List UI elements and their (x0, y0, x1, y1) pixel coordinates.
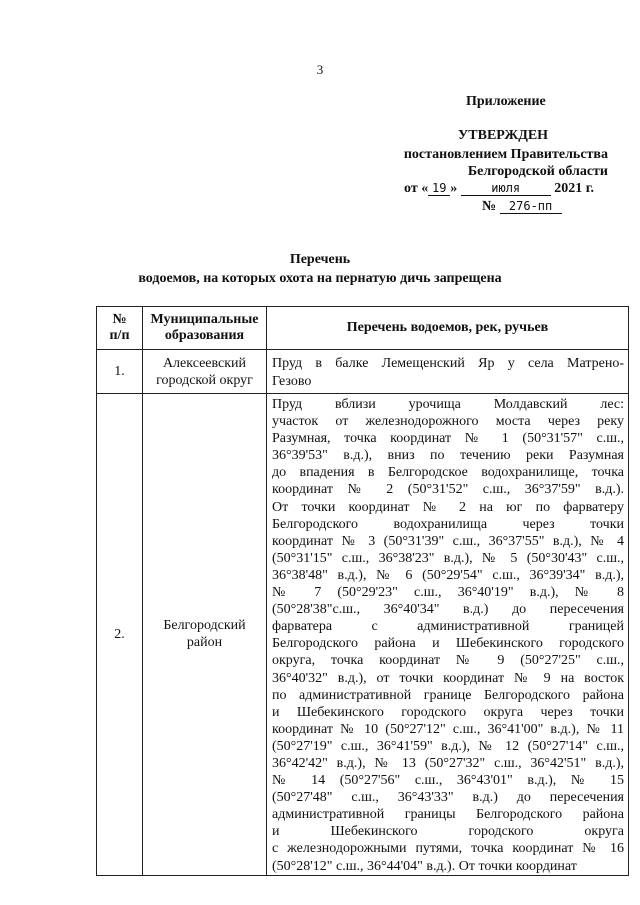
waterbodies-table (96, 306, 629, 876)
description-line: координат № 10 (50°27'12" с.ш., 36°41'00" в.д.), № 11 (272, 721, 624, 737)
description-line: От точки координат № 2 на юг по фарватеру (272, 499, 624, 515)
row-municipality (143, 350, 267, 394)
description-line: 36°40'32" в.д.), от точки координат № 9 на восток (272, 670, 624, 686)
row-number: 1. (97, 350, 143, 394)
date-quote-close: » (450, 181, 458, 196)
description-line: Белгородского водохранилища через точки (272, 516, 624, 532)
appendix-label: Приложение (466, 94, 546, 109)
decree-number (482, 199, 562, 215)
municipality-line-1: Белгородский (163, 618, 246, 634)
table-row (97, 350, 629, 394)
description-line: № 7 (50°29'23" с.ш., 36°40'19" в.д.), № 8 (272, 585, 624, 601)
description-line: участок от железнодорожного моста через реку (272, 414, 624, 430)
description-line: до впадения в Белгородское водохранилище, точка (272, 465, 624, 481)
row-description (267, 350, 629, 394)
date-day: 19 (428, 181, 450, 196)
description-line: № 14 (50°27'56" с.ш., 36°43'01" в.д.), № 15 (272, 773, 624, 789)
row-number: 2. (97, 394, 143, 876)
description-line: (50°27'48" с.ш., 36°43'33" в.д.) до пересечения (272, 790, 624, 806)
date-month: июля (461, 181, 551, 196)
decree-line-1: постановлением Правительства (403, 147, 608, 162)
description-line: (50°31'15" с.ш., 36°38'23" в.д.), № 5 (50°30'43" с.ш., (272, 550, 624, 566)
page-number: 3 (316, 62, 324, 77)
row-description (267, 394, 629, 876)
description-line: координат № 3 (50°31'39" с.ш., 36°37'55" в.д.), № 4 (272, 533, 624, 549)
approved-label: УТВЕРЖДЕН (458, 128, 549, 143)
decree-block (404, 146, 608, 180)
description-line: и Шебекинского городского округа (272, 824, 624, 840)
row-municipality (143, 394, 267, 876)
description-line: фарватера с административной границей (272, 619, 624, 635)
description-line: (50°28'12" с.ш., 36°44'04" в.д.). От точки координат (272, 858, 577, 874)
description-line: округа, точка координат № 9 (50°27'25" с.ш., (272, 653, 624, 669)
table-header-row (97, 307, 629, 350)
municipality-line-2: городской округ (156, 372, 253, 388)
municipality-line-2: район (186, 635, 223, 651)
document-subtitle: водоемов, на которых охота на пернатую дичь запрещена (138, 271, 502, 286)
description-line: и Шебекинского городского округа через точки (272, 704, 624, 720)
description-line: Разумная, точка координат № 1 (50°31'57" с.ш., (272, 431, 624, 447)
header-municipality-line-2: образования (164, 328, 245, 343)
table-row (97, 394, 629, 876)
description-line: (50°28'38"с.ш., 36°40'34" в.д.) до пересечения (272, 602, 624, 618)
description-line: Белгородского района и Шебекинского городского (272, 636, 624, 652)
number-value: 276-пп (500, 199, 562, 214)
description-line: 36°39'53" в.д.), вниз по течению реки Разумная (272, 448, 624, 464)
municipality-line-1: Алексеевский (162, 355, 247, 371)
description-line: 36°38'48" в.д.), № 6 (50°29'54" с.ш., 36°39'34" в.д.), (272, 567, 624, 583)
header-number-line-2: п/п (109, 328, 130, 343)
description-line: административной границы Белгородского района (272, 807, 624, 823)
number-prefix: № (482, 199, 497, 214)
date-prefix: от « (404, 181, 429, 196)
description-line: Пруд в балке Лемещенский Яр у села Матрено- (272, 356, 624, 372)
description-line: Гезово (272, 373, 312, 389)
description-line: Пруд вблизи урочища Молдавский лес: (272, 397, 624, 412)
document-title: Перечень (289, 252, 351, 267)
header-waterbodies: Перечень водоемов, рек, ручьев (267, 307, 629, 350)
date-year: 2021 г. (554, 181, 594, 196)
header-number-line-1: № (112, 312, 127, 327)
header-municipality (143, 307, 267, 350)
decree-date (404, 181, 594, 197)
description-line: с железнодорожными путями, точка координат № 16 (272, 841, 624, 857)
header-number (97, 307, 143, 350)
decree-line-2: Белгородской области (467, 164, 608, 179)
header-municipality-line-1: Муниципальные (150, 312, 259, 327)
description-line: координат № 2 (50°31'52" с.ш., 36°37'59" в.д.). (272, 482, 624, 498)
description-line: по административной границе Белгородского района (272, 687, 624, 703)
description-line: 36°42'42" в.д.), № 13 (50°27'32" с.ш., 36°42'51" в.д.), (272, 755, 624, 771)
description-line: (50°27'19" с.ш., 36°41'59" в.д.), № 12 (50°27'14" с.ш., (272, 738, 624, 754)
